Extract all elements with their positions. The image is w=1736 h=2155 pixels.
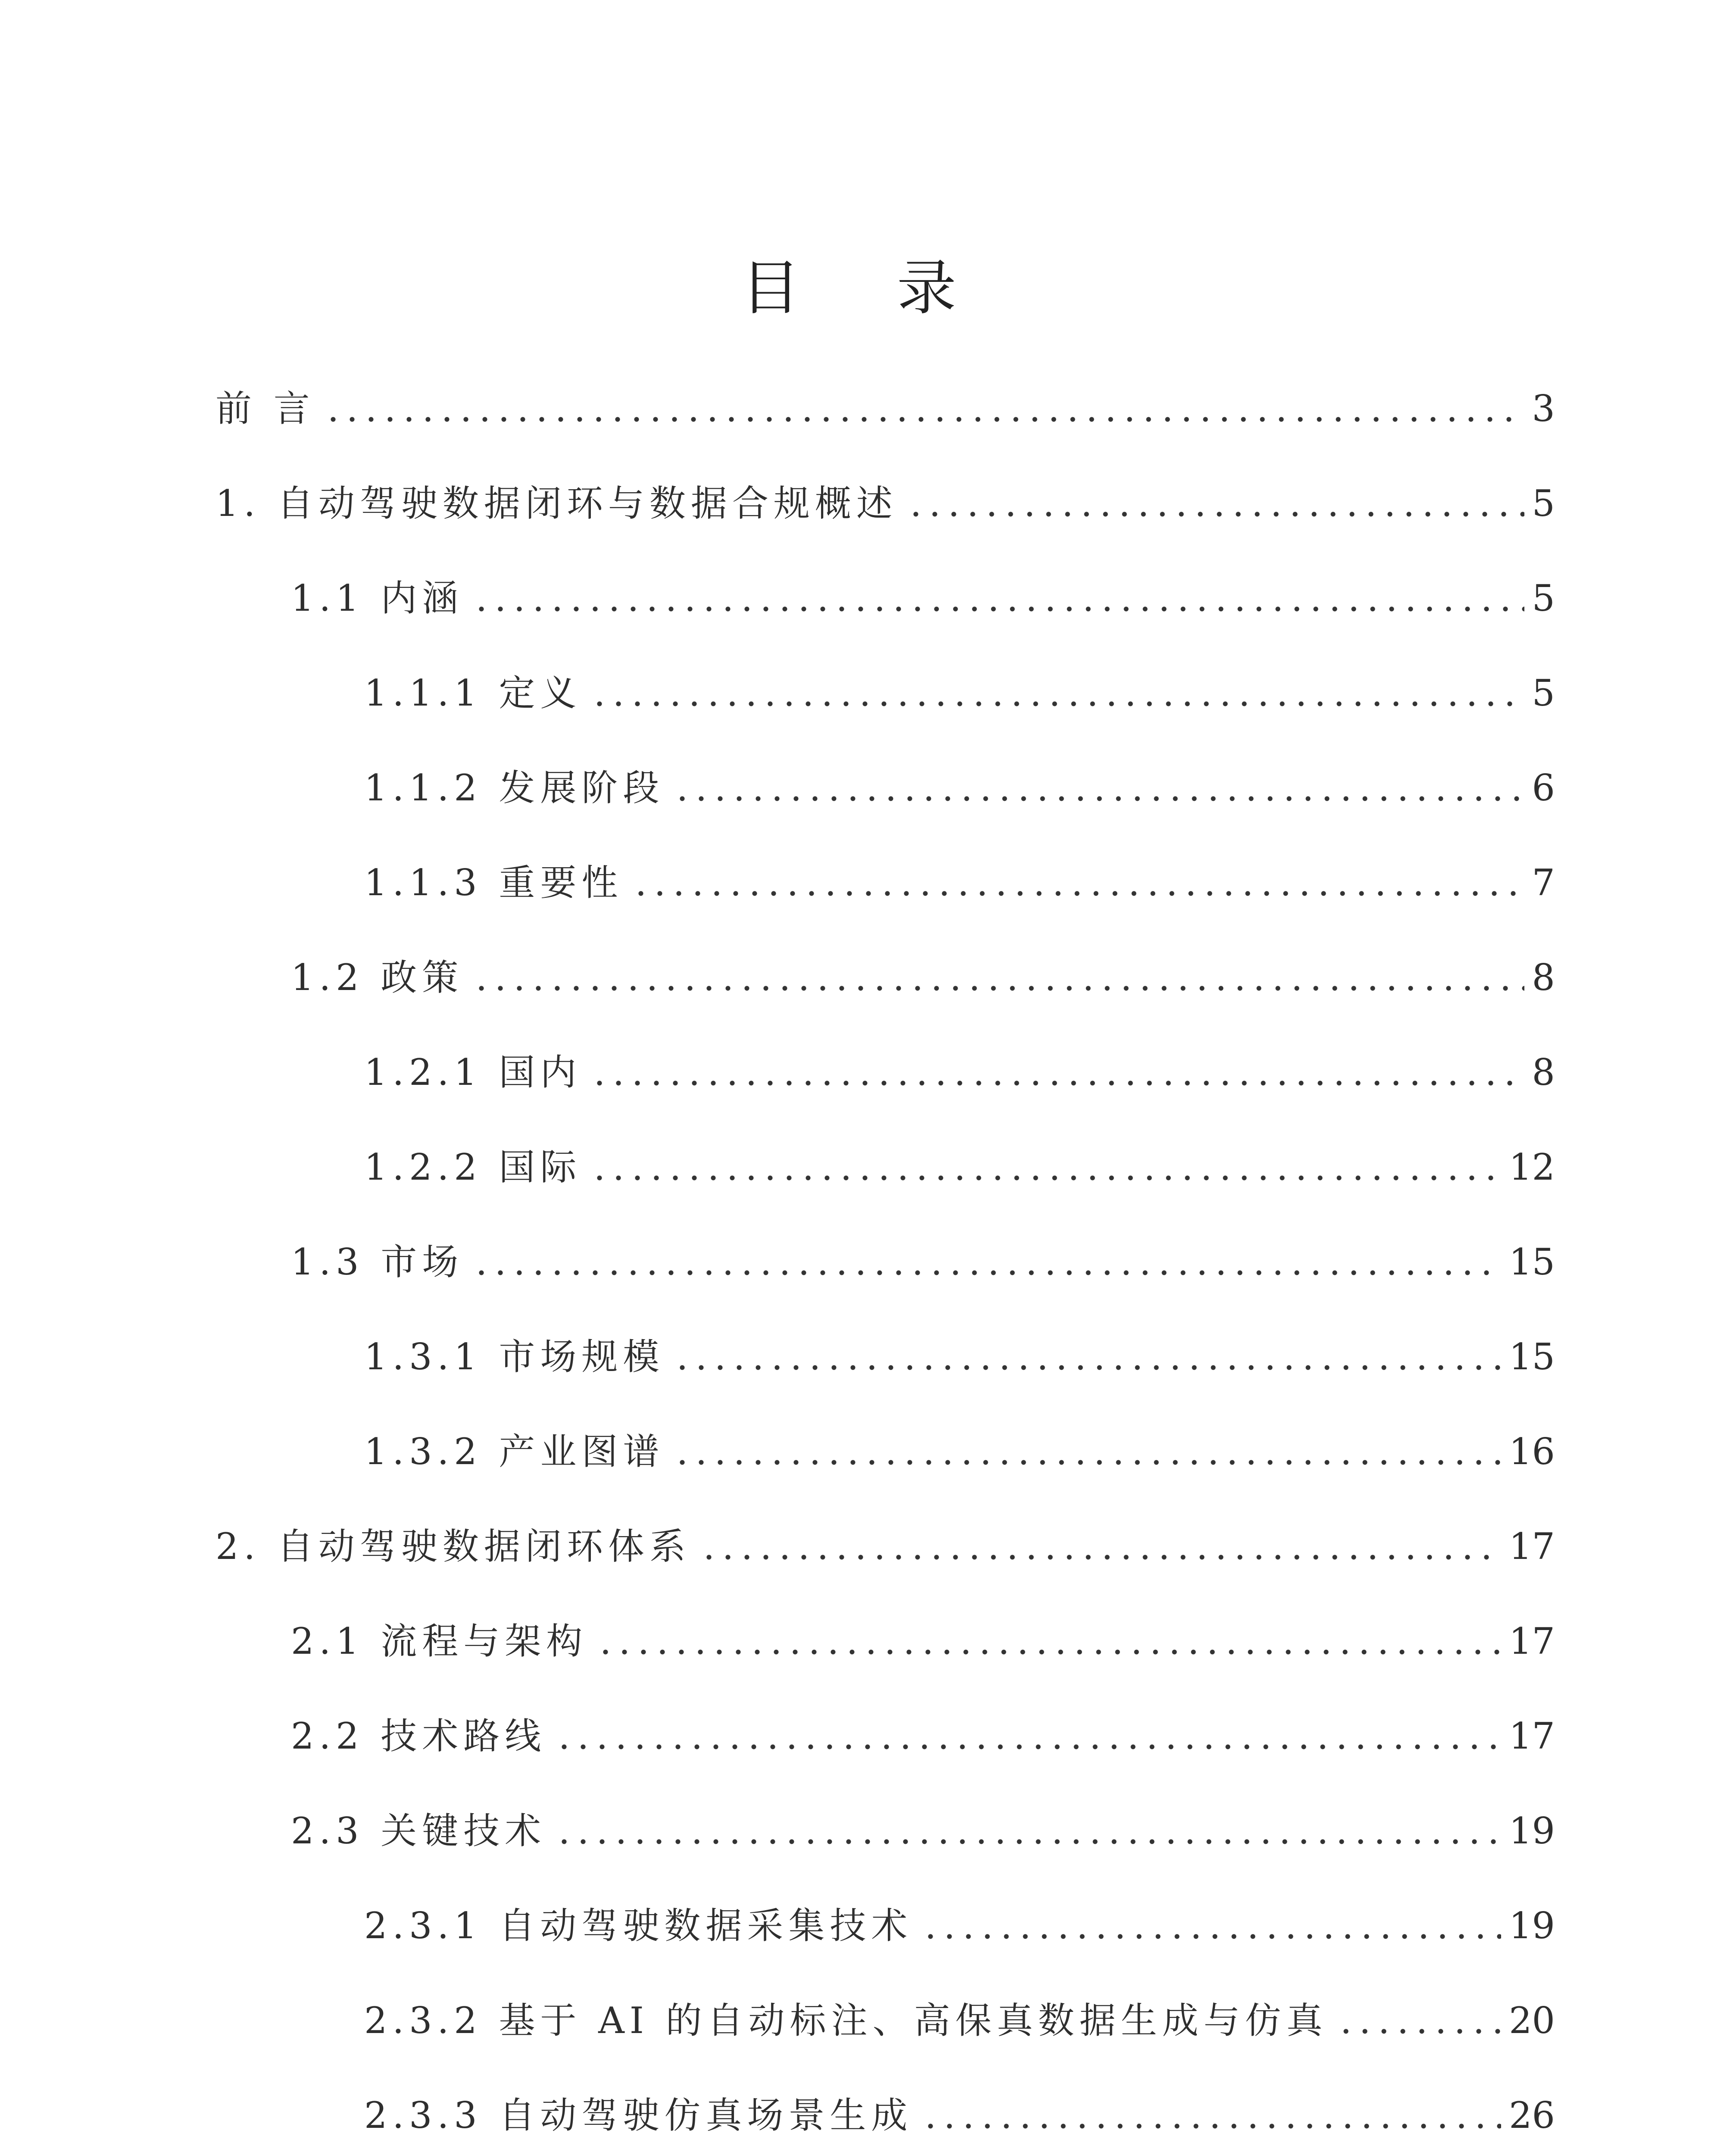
toc-entry-page: 8 [1532,1051,1555,1093]
toc-entry[interactable] [215,1039,1555,1093]
toc-dot-leader [472,1270,1501,1276]
toc-entry-page: 5 [1532,672,1555,714]
toc-entry[interactable] [215,1797,1555,1852]
toc-entry[interactable] [215,1702,1555,1757]
toc-entry-page: 8 [1532,956,1555,999]
toc-dot-leader [631,890,1524,896]
toc-dot-leader [590,701,1524,707]
toc-entry-label: 1. 自动驾驶数据闭环与数据合规概述 [215,482,898,525]
toc-dot-leader [1336,2028,1501,2034]
toc-entry-label: 1.1.2 发展阶段 [364,767,665,809]
toc-entry-page: 7 [1532,862,1555,904]
toc-dot-leader [921,2123,1501,2129]
toc-dot-leader [324,416,1524,422]
toc-dot-leader [673,796,1524,802]
toc-entry[interactable] [215,659,1555,714]
toc-entry[interactable] [215,849,1555,904]
toc-entry-label: 1.2 政策 [291,956,464,999]
toc-entry-page: 19 [1509,1810,1555,1852]
toc-entry-label: 1.2.1 国内 [364,1051,582,1093]
toc-entry[interactable] [215,754,1555,809]
toc-entry-page: 6 [1532,767,1555,809]
toc-dot-leader [921,1933,1501,1940]
toc-entry-page: 3 [1532,387,1555,430]
toc-entry-label: 1.1 内涵 [291,577,464,619]
toc-entry-label: 2.3.3 自动驾驶仿真场景生成 [364,2094,913,2136]
toc-entry-label: 1.3 市场 [291,1241,464,1283]
toc-dot-leader [673,1459,1501,1465]
toc-entry-page: 17 [1509,1620,1555,1662]
toc-entry-label: 2.3 关键技术 [291,1810,546,1852]
toc-entry-label: 1.3.1 市场规模 [364,1336,665,1378]
toc-entry-page: 19 [1509,1905,1555,1947]
toc-entry-label: 1.3.2 产业图谱 [364,1430,665,1473]
toc-entry[interactable] [215,1892,1555,1947]
toc-entry-page: 17 [1509,1715,1555,1757]
toc-entry[interactable] [215,1323,1555,1378]
toc-entry-page: 26 [1509,2094,1555,2136]
toc-entry-label: 2.3.2 基于 AI 的自动标注、高保真数据生成与仿真 [364,1999,1328,2042]
toc-dot-leader [590,1080,1524,1086]
toc-entry[interactable] [215,375,1555,430]
toc-entry-label: 2.2 技术路线 [291,1715,546,1757]
toc-entry[interactable] [215,944,1555,999]
toc-entry-label: 2.1 流程与架构 [291,1620,588,1662]
toc-entry-label: 1.2.2 国际 [364,1146,582,1188]
toc-entry[interactable] [215,1608,1555,1662]
toc-entry[interactable] [215,2082,1555,2136]
toc-entry-label: 1.1.1 定义 [364,672,582,714]
toc-dot-leader [590,1175,1501,1181]
toc-dot-leader [472,985,1524,991]
toc-entry[interactable] [215,470,1555,525]
toc-entry-label: 2.3.1 自动驾驶数据采集技术 [364,1905,913,1947]
toc-entry[interactable] [215,565,1555,619]
toc-entry-page: 16 [1509,1430,1555,1473]
toc-entry[interactable] [215,1228,1555,1283]
toc-dot-leader [596,1649,1501,1655]
toc-entry-page: 5 [1532,577,1555,619]
toc-dot-leader [555,1744,1501,1750]
toc-entry-page: 20 [1509,1999,1555,2042]
toc-title: 目 录 [741,253,995,323]
toc-dot-leader [673,1365,1501,1371]
toc-dot-leader [699,1554,1501,1560]
toc-entry-label: 1.1.3 重要性 [364,862,623,904]
toc-entry[interactable] [215,1418,1555,1473]
toc-dot-leader [555,1839,1501,1845]
toc-entry-label: 2. 自动驾驶数据闭环体系 [215,1525,691,1568]
toc-entry-label: 前 言 [215,387,315,430]
toc-entry-page: 15 [1509,1336,1555,1378]
toc-entry[interactable] [215,1134,1555,1188]
toc-entry[interactable] [215,1513,1555,1568]
toc-entry[interactable] [215,1987,1555,2042]
toc-entry-page: 12 [1509,1146,1555,1188]
toc-dot-leader [906,511,1524,517]
toc-entry-page: 17 [1509,1525,1555,1568]
toc-dot-leader [472,606,1524,612]
toc-entry-page: 5 [1532,482,1555,525]
toc-entry-page: 15 [1509,1241,1555,1283]
